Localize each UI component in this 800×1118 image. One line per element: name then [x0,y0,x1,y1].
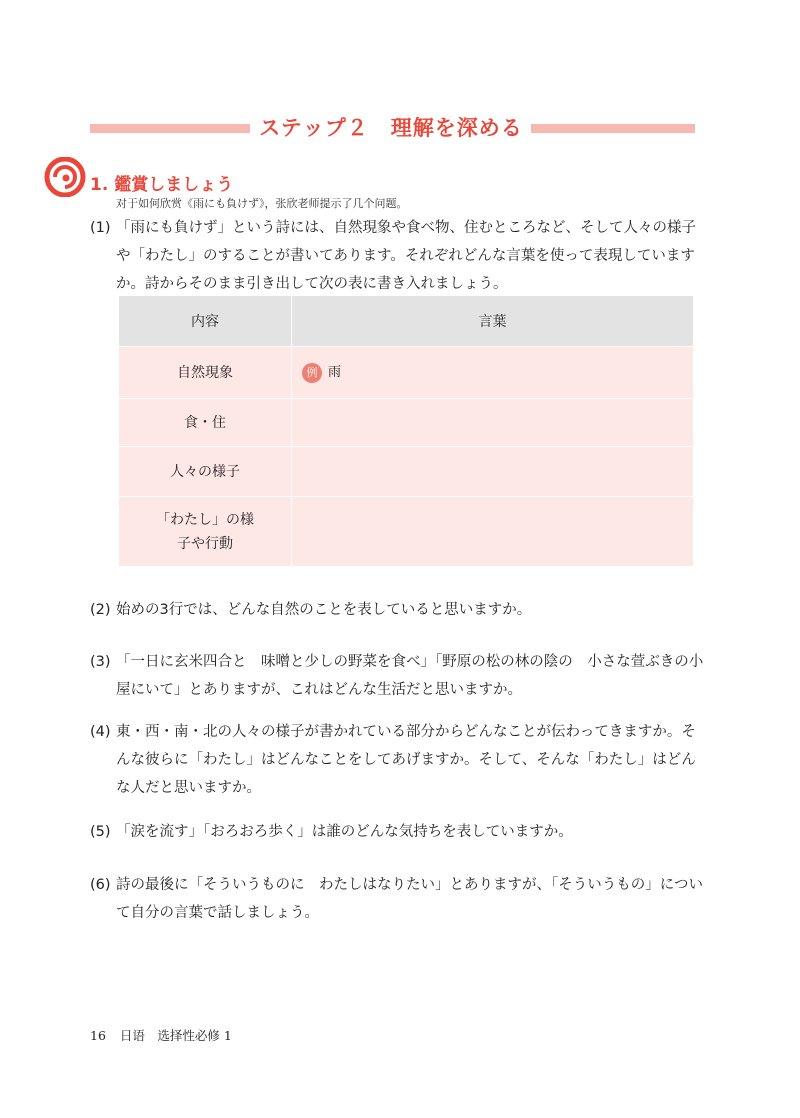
question-text: 「涙を流す」「おろおろ歩く」は誰のどんな気持ちを表していますか。 [116,824,573,840]
row-label: 人々の様子 [119,447,292,497]
question-number: (5) [90,824,111,840]
answer-table [119,296,693,567]
question-text: 詩の最後に「そういうものに わたしはなりたい」とありますが、「そういうもの」について自分の言葉で話しましょう。 [116,877,703,921]
question-number: (3) [90,654,111,670]
table-header-words: 言葉 [292,296,694,347]
title-bar-right [531,124,695,133]
question-text: 「一日に玄米四合と 味噌と少しの野菜を食べ」「野原の松の林の陰の 小さな萱ぶきの小屋にいて」とありますが、これはどんな生活だと思いますか。 [116,654,704,698]
question-text: 始めの3行では、どんな自然のことを表していると思いますか。 [116,602,532,618]
question-number: (4) [90,724,111,740]
swirl-icon [44,157,86,197]
table-row [119,497,693,567]
question-2 [90,596,710,624]
example-badge: 例 [302,363,322,383]
question-4 [90,718,710,802]
question-3 [90,648,710,704]
example-word: 雨 [328,364,342,380]
row-label: 食・住 [119,399,292,447]
table-header-content: 内容 [119,296,292,347]
question-number: (6) [90,877,111,893]
row-answer-cell[interactable] [292,447,694,497]
row-answer-cell[interactable] [292,497,694,567]
question-5 [90,818,710,846]
table-row [119,347,693,399]
table-row [119,447,693,497]
table-row [119,399,693,447]
row-answer-cell[interactable] [292,399,694,447]
row-label: 「わたし」の様子や行動 [119,497,292,567]
title-bar-left [90,124,250,133]
row-answer-cell[interactable] [292,347,694,399]
question-1 [90,214,710,298]
question-text: 「雨にも負けず」という詩には、自然現象や食べ物、住むところなど、そして人々の様子や「わたし」のすることが書いてあります。それぞれどんな言葉を使って表現していますか。詩からそのまま引き出して次の表に書き入れましょう。 [116,220,696,292]
section-title: 1. 鑑賞しましょう [90,175,234,195]
section-subtitle: 对于如何欣赏《雨にも負けず》，张欣老师提示了几个问题。 [116,197,408,210]
page-footer [90,1026,246,1044]
question-text: 東・西・南・北の人々の様子が書かれている部分からどんなことが伝わってきますか。そんな彼らに「わたし」はどんなことをしてあげますか。そして、そんな「わたし」はどんな人だと思いますか。 [116,724,696,796]
book-title: 日语 选择性必修 1 [119,1028,232,1043]
page-title: ステップ２ 理解を深める [259,116,523,140]
question-number: (1) [90,220,111,236]
question-number: (2) [90,602,111,618]
page-number: 16 [90,1028,106,1043]
row-label: 自然現象 [119,347,292,399]
question-6 [90,871,710,927]
table-header-row [119,296,693,347]
